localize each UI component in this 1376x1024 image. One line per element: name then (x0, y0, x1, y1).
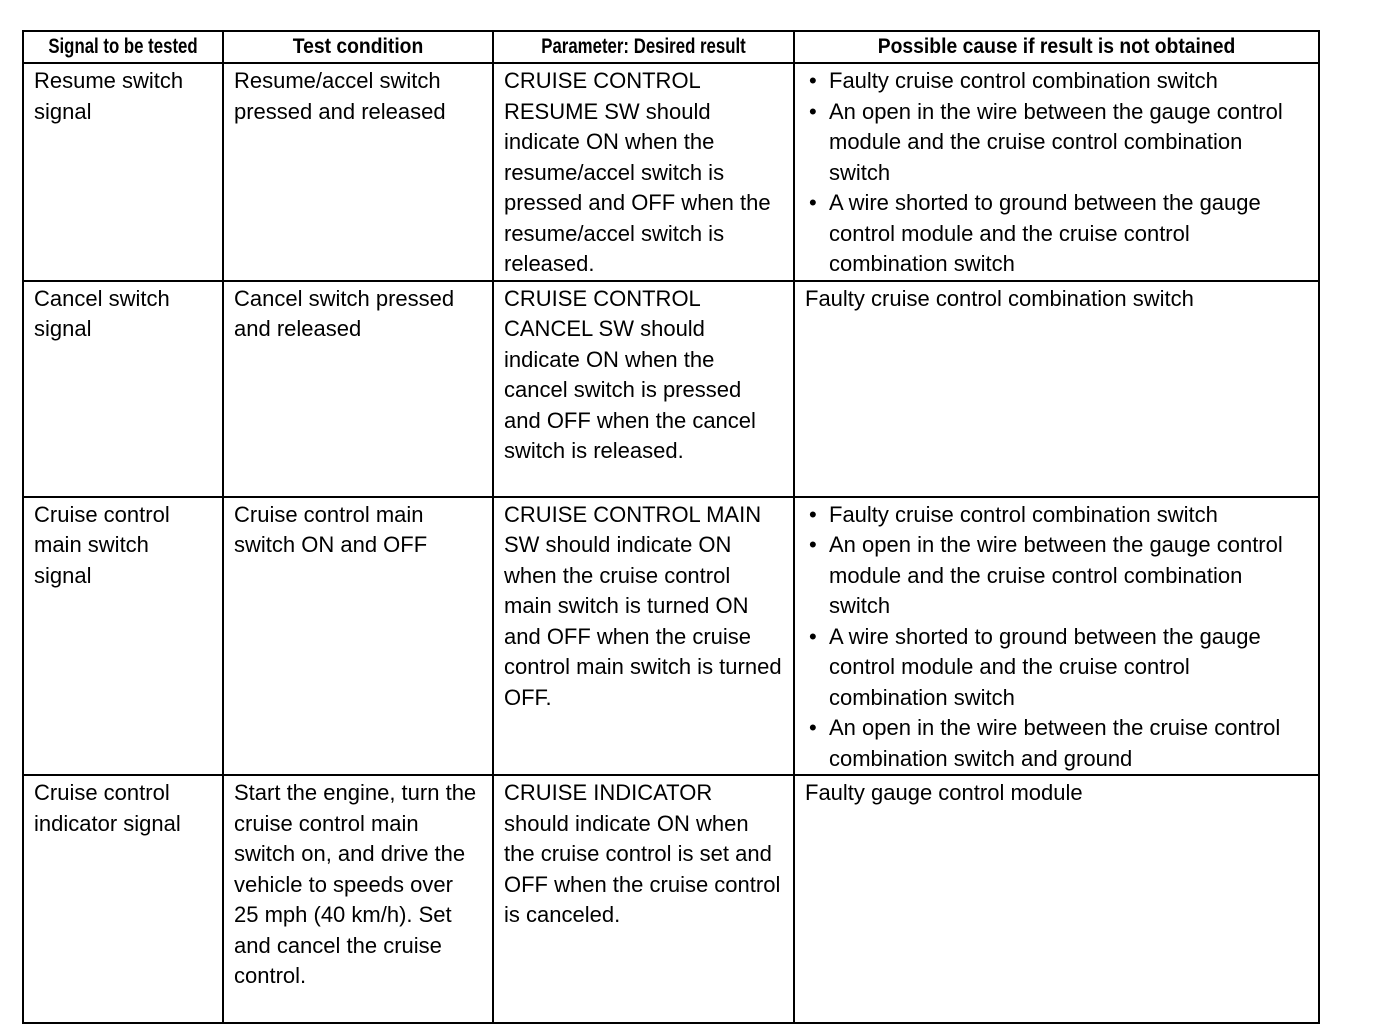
result-cell: CRUISE CONTROL MAIN SW should indicate ON when the cruise control main switch is turned ON and OFF when the cruise control main switch is turned OFF. (493, 497, 794, 776)
condition-cell: Start the engine, turn the cruise control main switch on, and drive the vehicle to speeds over 25 mph (40 km/h). Set and cancel the cruise control. (223, 775, 493, 1023)
cause-item: • An open in the wire between the cruise control combination switch and ground (829, 713, 1308, 774)
cause-cell: Faulty gauge control module (794, 775, 1319, 1023)
signal-cell: Cancel switch signal (23, 281, 223, 497)
signal-cell: Cruise control main switch signal (23, 497, 223, 776)
result-cell: CRUISE CONTROL RESUME SW should indicate ON when the resume/accel switch is pressed and OFF when the resume/accel switch is released. (493, 63, 794, 281)
cause-item: • An open in the wire between the gauge control module and the cruise control combination switch (829, 530, 1308, 622)
signal-cell: Cruise control indicator signal (23, 775, 223, 1023)
header-row (23, 31, 1319, 63)
cause-item: • Faulty cruise control combination switch (829, 500, 1308, 531)
table-row (23, 63, 1319, 281)
condition-cell: Cancel switch pressed and released (223, 281, 493, 497)
header-parameter: Parameter: Desired result (523, 31, 764, 63)
header-cause: Possible cause if result is not obtained (815, 31, 1298, 63)
diagnostic-table (22, 30, 1320, 1024)
cause-item: • A wire shorted to ground between the gauge control module and the cruise control combination switch (829, 622, 1308, 714)
condition-cell: Resume/accel switch pressed and released (223, 63, 493, 281)
signal-cell: Resume switch signal (23, 63, 223, 281)
table-row (23, 775, 1319, 1023)
result-cell: CRUISE INDICATOR should indicate ON when the cruise control is set and OFF when the cruise control is canceled. (493, 775, 794, 1023)
table-row (23, 497, 1319, 776)
cause-item: • A wire shorted to ground between the gauge control module and the cruise control combination switch (829, 188, 1308, 280)
header-condition: Test condition (234, 31, 482, 63)
table-row (23, 281, 1319, 497)
cause-cell: Faulty cruise control combination switch (794, 281, 1319, 497)
cause-cell (794, 497, 1319, 776)
header-signal: Signal to be tested (43, 31, 203, 63)
cause-cell (794, 63, 1319, 281)
cause-item: • Faulty cruise control combination switch (829, 66, 1308, 97)
cause-item: • An open in the wire between the gauge control module and the cruise control combination switch (829, 97, 1308, 189)
condition-cell: Cruise control main switch ON and OFF (223, 497, 493, 776)
result-cell: CRUISE CONTROL CANCEL SW should indicate ON when the cancel switch is pressed and OFF when the cancel switch is released. (493, 281, 794, 497)
